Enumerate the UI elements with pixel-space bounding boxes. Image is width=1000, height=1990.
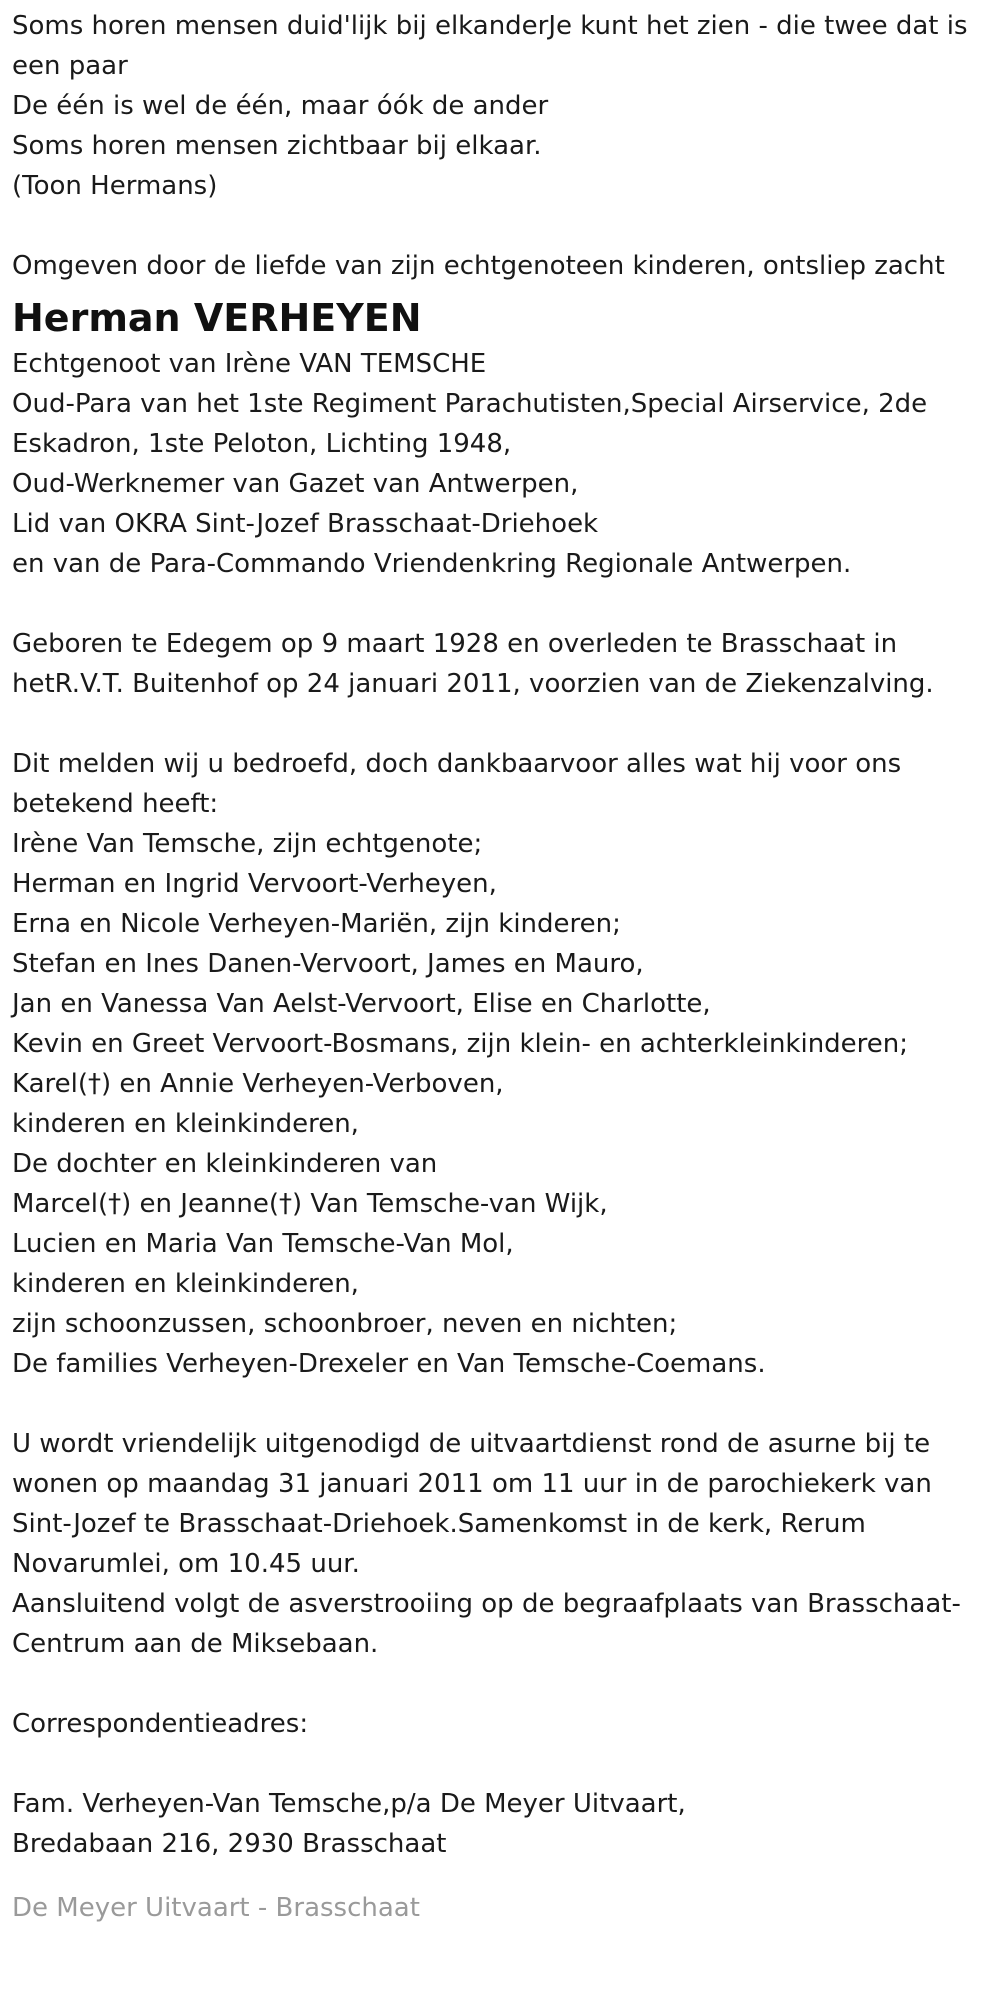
deceased-name: Herman VERHEYEN xyxy=(12,296,422,340)
funeral-block xyxy=(12,1424,988,1664)
funeral-ashes: Aansluitend volgt de asverstrooiing op de begraafplaats van Brasschaat-Centrum aan de Miksebaan. xyxy=(12,1589,961,1659)
spacer xyxy=(12,704,988,744)
spacer xyxy=(12,1664,988,1704)
family-line: De dochter en kleinkinderen van xyxy=(12,1149,438,1179)
correspondence-address xyxy=(12,1784,988,1864)
poem-line: Soms horen mensen zichtbaar bij elkaar. xyxy=(12,131,542,161)
spacer xyxy=(12,206,988,246)
family-line: Lucien en Maria Van Temsche-Van Mol, xyxy=(12,1229,514,1259)
family-line: Erna en Nicole Verheyen-Mariën, zijn kinderen; xyxy=(12,909,621,939)
spacer xyxy=(12,584,988,624)
family-line: kinderen en kleinkinderen, xyxy=(12,1269,359,1299)
deceased-detail: Oud-Werknemer van Gazet van Antwerpen, xyxy=(12,469,579,499)
correspondence-label: Correspondentieadres: xyxy=(12,1709,309,1739)
family-line: kinderen en kleinkinderen, xyxy=(12,1109,359,1139)
family-line: Karel(†) en Annie Verheyen-Verboven, xyxy=(12,1069,504,1099)
family-line: Marcel(†) en Jeanne(†) Van Temsche-van Wijk, xyxy=(12,1189,608,1219)
deceased-detail: Echtgenoot van Irène VAN TEMSCHE xyxy=(12,349,487,379)
poem-line: De één is wel de één, maar óók de ander xyxy=(12,91,549,121)
deceased-detail: Oud-Para van het 1ste Regiment Parachutisten,Special Airservice, 2de Eskadron, 1ste Peloton, Lichting 1948, xyxy=(12,389,928,459)
deceased-block xyxy=(12,292,988,584)
family-line: Irène Van Temsche, zijn echtgenote; xyxy=(12,829,483,859)
spacer xyxy=(12,1384,988,1424)
poem-line: Soms horen mensen duid'lijk bij elkanderJe kunt het zien - die twee dat is een paar xyxy=(12,11,968,81)
announcement-block xyxy=(12,744,988,1384)
intro-text: Omgeven door de liefde van zijn echtgenoteen kinderen, ontsliep zacht xyxy=(12,251,945,281)
address-line: Bredabaan 216, 2930 Brasschaat xyxy=(12,1829,447,1859)
address-line: Fam. Verheyen-Van Temsche,p/a De Meyer Uitvaart, xyxy=(12,1789,686,1819)
poem-block xyxy=(12,6,988,206)
family-line: zijn schoonzussen, schoonbroer, neven en nichten; xyxy=(12,1309,678,1339)
poem-attribution: (Toon Hermans) xyxy=(12,171,218,201)
family-line: Jan en Vanessa Van Aelst-Vervoort, Elise en Charlotte, xyxy=(12,989,711,1019)
announcement-intro: Dit melden wij u bedroefd, doch dankbaarvoor alles wat hij voor ons betekend heeft: xyxy=(12,749,902,819)
deceased-detail: Lid van OKRA Sint-Jozef Brasschaat-Driehoek xyxy=(12,509,599,539)
spacer xyxy=(12,1744,988,1784)
family-line: Kevin en Greet Vervoort-Bosmans, zijn klein- en achterkleinkinderen; xyxy=(12,1029,909,1059)
birth-death-text: Geboren te Edegem op 9 maart 1928 en overleden te Brasschaat in hetR.V.T. Buitenhof op 24 januari 2011, voorzien van de Ziekenzalving. xyxy=(12,629,934,699)
footer-source: De Meyer Uitvaart - Brasschaat xyxy=(12,1893,420,1923)
family-line: Stefan en Ines Danen-Vervoort, James en Mauro, xyxy=(12,949,644,979)
family-line: Herman en Ingrid Vervoort-Verheyen, xyxy=(12,869,497,899)
deceased-detail: en van de Para-Commando Vriendenkring Regionale Antwerpen. xyxy=(12,549,852,579)
funeral-invitation: U wordt vriendelijk uitgenodigd de uitvaartdienst rond de asurne bij te wonen op maandag 31 januari 2011 om 11 uur in de parochiekerk van Sint-Jozef te Brasschaat-Driehoek.Samenkomst in de kerk, Rerum Novarumlei, om 10.45 uur. xyxy=(12,1429,932,1579)
family-line: De families Verheyen-Drexeler en Van Temsche-Coemans. xyxy=(12,1349,766,1379)
